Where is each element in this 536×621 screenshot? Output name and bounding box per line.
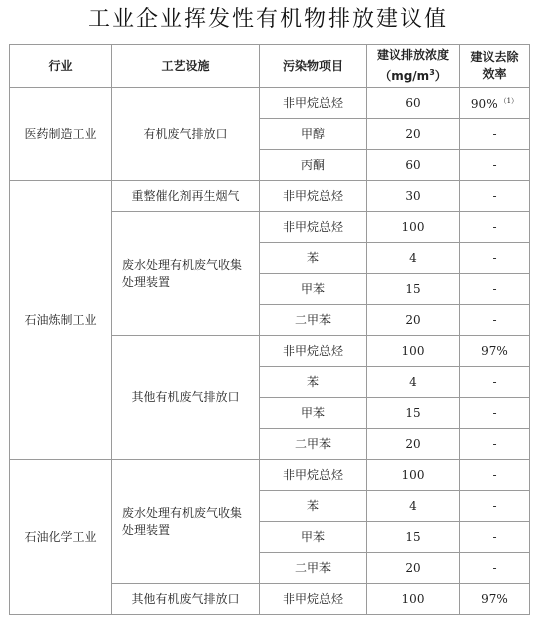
pollutant-cell: 二甲苯 xyxy=(260,305,367,336)
pollutant-cell: 非甲烷总烃 xyxy=(260,460,367,491)
facility-cell: 重整催化剂再生烟气 xyxy=(112,181,260,212)
footnote-mark: （1） xyxy=(499,97,519,105)
concentration-cell: 15 xyxy=(367,274,460,305)
removal-cell xyxy=(460,88,530,119)
concentration-cell: 60 xyxy=(367,150,460,181)
concentration-cell: 15 xyxy=(367,522,460,553)
table-row xyxy=(10,181,530,212)
header-concentration-unit-pre: （mg/m xyxy=(379,69,430,83)
removal-cell: - xyxy=(460,398,530,429)
header-industry: 行业 xyxy=(10,45,112,88)
concentration-cell: 100 xyxy=(367,212,460,243)
pollutant-cell: 苯 xyxy=(260,243,367,274)
removal-cell: - xyxy=(460,150,530,181)
facility-cell: 废水处理有机废气收集处理装置 xyxy=(112,460,260,584)
removal-cell: - xyxy=(460,305,530,336)
removal-cell: - xyxy=(460,429,530,460)
header-row xyxy=(10,45,530,88)
removal-cell: - xyxy=(460,553,530,584)
table-row xyxy=(10,88,530,119)
header-facility: 工艺设施 xyxy=(112,45,260,88)
pollutant-cell: 甲苯 xyxy=(260,274,367,305)
header-pollutant: 污染物项目 xyxy=(260,45,367,88)
header-concentration-unit-post: ） xyxy=(434,69,447,83)
pollutant-cell: 丙酮 xyxy=(260,150,367,181)
pollutant-cell: 苯 xyxy=(260,367,367,398)
removal-cell: - xyxy=(460,367,530,398)
facility-cell: 其他有机废气排放口 xyxy=(112,584,260,615)
removal-cell: - xyxy=(460,522,530,553)
header-removal-line2: 效率 xyxy=(482,67,507,81)
header-concentration-line1: 建议排放浓度 xyxy=(376,48,449,62)
removal-value: 90% xyxy=(470,97,498,111)
concentration-cell: 4 xyxy=(367,491,460,522)
concentration-cell: 20 xyxy=(367,553,460,584)
pollutant-cell: 甲苯 xyxy=(260,398,367,429)
pollutant-cell: 非甲烷总烃 xyxy=(260,584,367,615)
concentration-cell: 20 xyxy=(367,119,460,150)
facility-cell: 废水处理有机废气收集处理装置 xyxy=(112,212,260,336)
removal-cell: 97% xyxy=(460,584,530,615)
concentration-cell: 100 xyxy=(367,460,460,491)
page-title: 工业企业挥发性有机物排放建议值 xyxy=(87,7,448,32)
facility-cell: 有机废气排放口 xyxy=(112,88,260,181)
removal-cell: - xyxy=(460,491,530,522)
concentration-cell: 30 xyxy=(367,181,460,212)
concentration-cell: 20 xyxy=(367,429,460,460)
pollutant-cell: 非甲烷总烃 xyxy=(260,88,367,119)
pollutant-cell: 非甲烷总烃 xyxy=(260,212,367,243)
pollutant-cell: 非甲烷总烃 xyxy=(260,336,367,367)
header-removal xyxy=(460,45,530,88)
removal-cell: - xyxy=(460,181,530,212)
pollutant-cell: 非甲烷总烃 xyxy=(260,181,367,212)
pollutant-cell: 甲醇 xyxy=(260,119,367,150)
header-removal-line1: 建议去除 xyxy=(470,50,519,64)
removal-cell: - xyxy=(460,119,530,150)
removal-cell: - xyxy=(460,274,530,305)
industry-cell: 医药制造工业 xyxy=(10,88,112,181)
concentration-cell: 60 xyxy=(367,88,460,119)
concentration-cell: 100 xyxy=(367,584,460,615)
header-concentration-unit-sup: 3 xyxy=(429,68,435,77)
concentration-cell: 20 xyxy=(367,305,460,336)
industry-cell: 石油炼制工业 xyxy=(10,181,112,460)
industry-cell: 石油化学工业 xyxy=(10,460,112,615)
table-row xyxy=(10,460,530,491)
emission-table xyxy=(9,44,530,615)
header-concentration xyxy=(367,45,460,88)
concentration-cell: 100 xyxy=(367,336,460,367)
removal-cell: 97% xyxy=(460,336,530,367)
pollutant-cell: 苯 xyxy=(260,491,367,522)
concentration-cell: 4 xyxy=(367,367,460,398)
concentration-cell: 4 xyxy=(367,243,460,274)
removal-cell: - xyxy=(460,460,530,491)
removal-cell: - xyxy=(460,243,530,274)
pollutant-cell: 二甲苯 xyxy=(260,429,367,460)
pollutant-cell: 二甲苯 xyxy=(260,553,367,584)
facility-cell: 其他有机废气排放口 xyxy=(112,336,260,460)
concentration-cell: 15 xyxy=(367,398,460,429)
pollutant-cell: 甲苯 xyxy=(260,522,367,553)
removal-cell: - xyxy=(460,212,530,243)
